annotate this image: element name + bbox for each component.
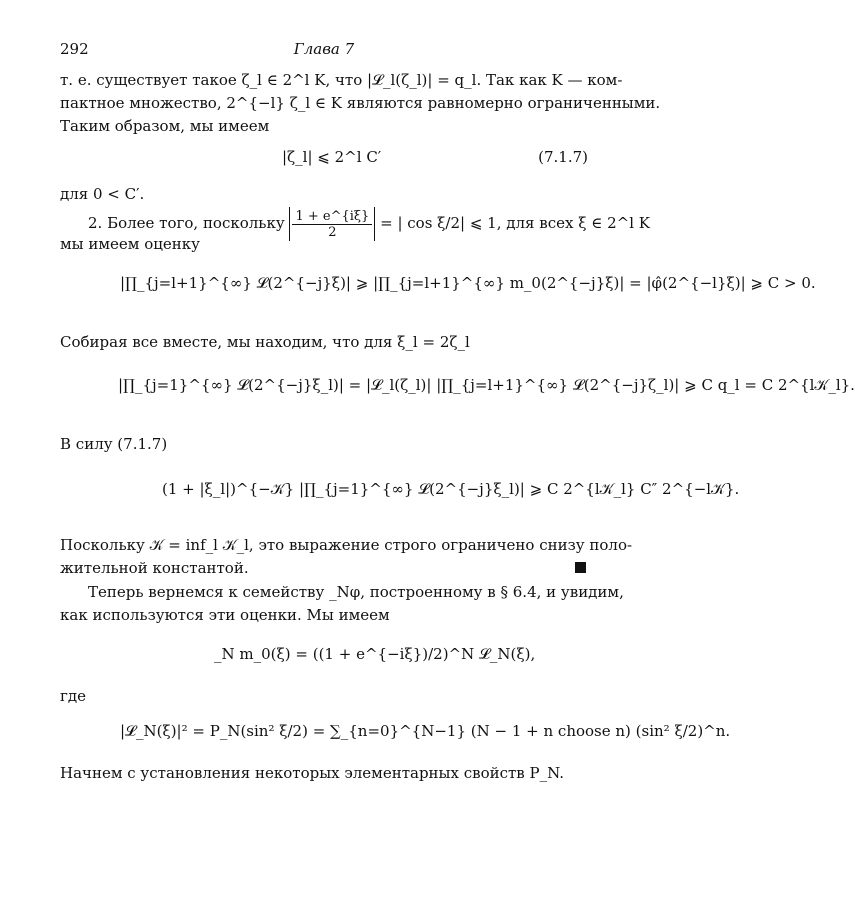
equation-n-m0: _N m_0(ξ) = ((1 + e^{−iξ})/2)^N 𝓛_N(ξ), bbox=[214, 645, 536, 663]
equation-gathering: |∏_{j=1}^{∞} 𝓛(2^{−j}ξ_l)| = |𝓛_l(ζ_l)| |∏_{j=l+1}^{∞} 𝓛(2^{−j}ζ_l)| ⩾ C q_l = C 2^{l𝒦_l}. bbox=[118, 376, 855, 394]
paragraph-1-line-2: пактное множество, 2^{−l} ζ_l ∈ K являются равномерно ограниченными. bbox=[60, 94, 661, 112]
paragraph-6-line-2: жительной константой. bbox=[60, 559, 249, 577]
paragraph-2: для 0 < C′. bbox=[60, 185, 145, 203]
equation-7-1-7: |ζ_l| ⩽ 2^l C′ bbox=[282, 148, 382, 166]
paragraph-1-line-3: Таким образом, мы имеем bbox=[60, 117, 270, 135]
end-of-proof-square bbox=[575, 562, 586, 573]
equation-estimate: |∏_{j=l+1}^{∞} 𝓛(2^{−j}ξ)| ⩾ |∏_{j=l+1}^{∞} m_0(2^{−j}ξ)| = |φ̂(2^{−l}ξ)| ⩾ C > 0. bbox=[120, 274, 816, 292]
fraction-numerator: 1 + e^{iξ} bbox=[292, 209, 372, 225]
paragraph-7-line-1: Теперь вернемся к семейству _Nφ, построенному в § 6.4, и увидим, bbox=[88, 583, 624, 601]
equation-lower-bound: (1 + |ξ_l|)^{−𝒦} |∏_{j=1}^{∞} 𝓛(2^{−j}ξ_l)| ⩾ C 2^{l𝒦_l} C″ 2^{−l𝒦}. bbox=[162, 480, 740, 498]
chapter-title: Глава 7 bbox=[293, 40, 355, 58]
page-number: 292 bbox=[60, 40, 89, 58]
paragraph-3-text-end: = | cos ξ/2| ⩽ 1, для всех ξ ∈ 2^l K bbox=[380, 214, 650, 232]
paragraph-3-text-start: 2. Более того, поскольку bbox=[88, 214, 285, 232]
fraction-denominator: 2 bbox=[328, 224, 337, 240]
equation-LN-squared: |𝓛_N(ξ)|² = P_N(sin² ξ/2) = ∑_{n=0}^{N−1} (N − 1 + n choose n) (sin² ξ/2)^n. bbox=[120, 722, 731, 740]
paragraph-3-line-2: мы имеем оценку bbox=[60, 235, 200, 253]
paragraph-8: где bbox=[60, 687, 86, 705]
paragraph-9: Начнем с установления некоторых элементарных свойств P_N. bbox=[60, 764, 565, 782]
paragraph-1-line-1: т. е. существует такое ζ_l ∈ 2^l K, что |𝓛_l(ζ_l)| = q_l. Так как K — ком- bbox=[60, 71, 623, 89]
running-header bbox=[60, 40, 588, 60]
equation-number: (7.1.7) bbox=[538, 148, 588, 166]
paragraph-6-line-1: Поскольку 𝒦 = inf_l 𝒦_l, это выражение строго ограничено снизу поло- bbox=[60, 536, 633, 554]
paragraph-4: Собирая все вместе, мы находим, что для ξ_l = 2ζ_l bbox=[60, 333, 470, 351]
paragraph-5: В силу (7.1.7) bbox=[60, 435, 168, 453]
paragraph-7-line-2: как используются эти оценки. Мы имеем bbox=[60, 606, 390, 624]
